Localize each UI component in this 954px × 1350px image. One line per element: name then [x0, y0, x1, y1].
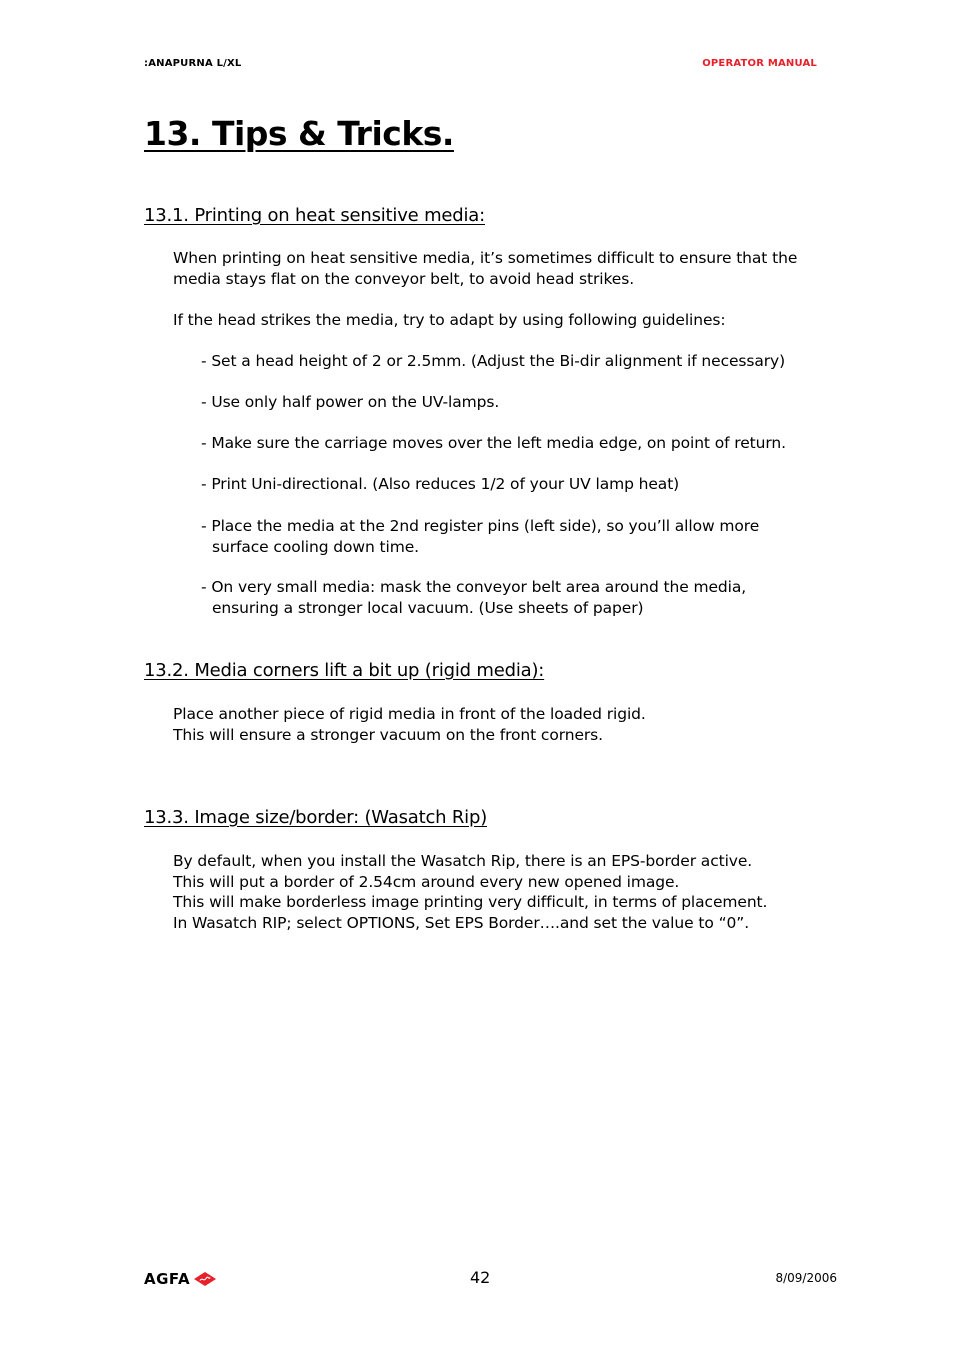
agfa-rhombus-logo-icon [193, 1271, 217, 1287]
guideline-line: - On very small media: mask the conveyor belt area around the media, [201, 578, 747, 596]
page-number: 42 [470, 1268, 491, 1287]
section-13-1-intro [173, 248, 797, 289]
header-document-type: OPERATOR MANUAL [702, 58, 817, 69]
body-line: This will ensure a stronger vacuum on the front corners. [173, 725, 603, 744]
intro-line: When printing on heat sensitive media, it’s sometimes difficult to ensure that the [173, 249, 798, 267]
guideline-intro: If the head strikes the media, try to adapt by using following guidelines: [173, 311, 726, 329]
section-heading-13-3: 13.3. Image size/border: (Wasatch Rip) [144, 807, 488, 828]
guideline-line: - Use only half power on the UV-lamps. [201, 393, 500, 411]
guideline-line: - Make sure the carriage moves over the left media edge, on point of return. [201, 434, 786, 452]
chapter-title: 13. Tips & Tricks. [144, 114, 454, 153]
body-line: This will make borderless image printing very difficult, in terms of placement. [173, 893, 768, 912]
guideline-line: ensuring a stronger local vacuum. (Use sheets of paper) [212, 598, 644, 617]
guideline-item [201, 577, 746, 618]
section-13-3-body [173, 851, 767, 933]
body-line: By default, when you install the Wasatch Rip, there is an EPS-border active. [173, 852, 753, 870]
body-line: Place another piece of rigid media in front of the loaded rigid. [173, 705, 646, 723]
guideline-item [201, 392, 499, 413]
header-product-name: :ANAPURNA L/XL [144, 58, 242, 69]
guideline-line: - Set a head height of 2 or 2.5mm. (Adjust the Bi-dir alignment if necessary) [201, 352, 786, 370]
section-heading-13-2: 13.2. Media corners lift a bit up (rigid media): [144, 660, 545, 681]
guideline-item [201, 351, 785, 372]
agfa-logo [144, 1270, 217, 1288]
intro-line: media stays flat on the conveyor belt, to avoid head strikes. [173, 269, 635, 288]
section-heading-13-1: 13.1. Printing on heat sensitive media: [144, 205, 485, 226]
logo-wordmark: AGFA [144, 1270, 191, 1288]
guideline-item [201, 433, 786, 454]
guideline-line: - Print Uni-directional. (Also reduces 1/2 of your UV lamp heat) [201, 475, 680, 493]
body-line: This will put a border of 2.54cm around every new opened image. [173, 872, 680, 891]
body-line: In Wasatch RIP; select OPTIONS, Set EPS Border….and set the value to “0”. [173, 913, 750, 932]
guideline-item [201, 516, 759, 557]
footer-date: 8/09/2006 [775, 1271, 837, 1285]
guideline-item [201, 474, 679, 495]
guideline-line: - Place the media at the 2nd register pins (left side), so you’ll allow more [201, 517, 760, 535]
section-13-2-body [173, 704, 646, 745]
guideline-line: surface cooling down time. [212, 537, 419, 556]
